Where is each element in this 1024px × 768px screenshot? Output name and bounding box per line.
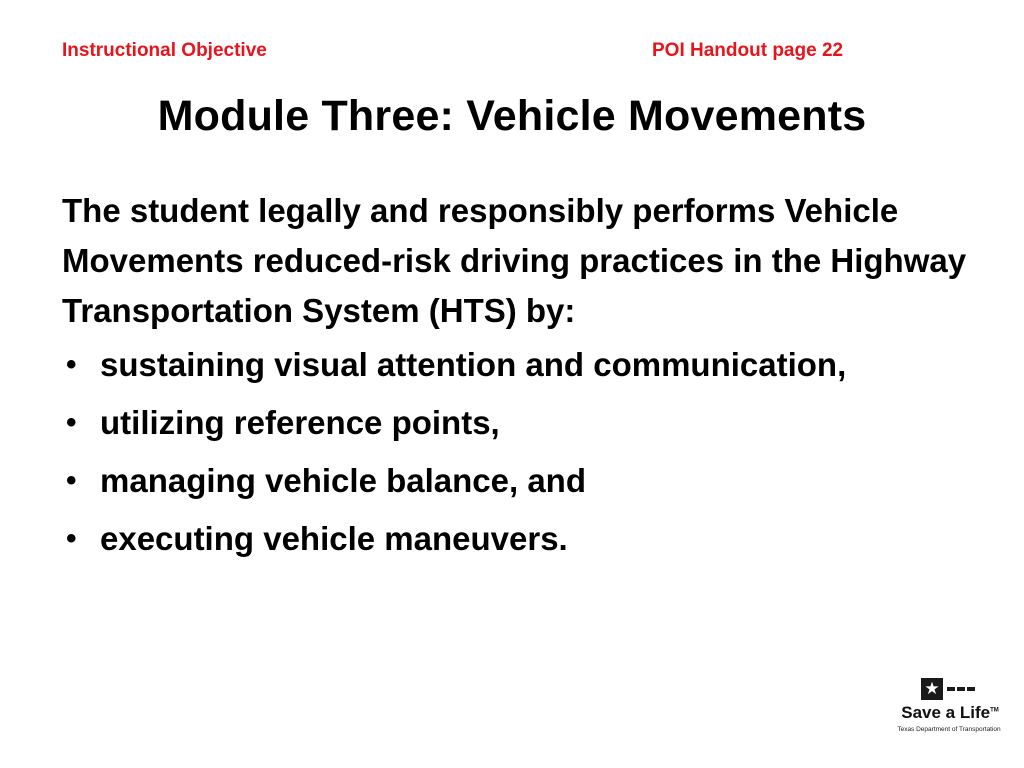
bullet-icon: • [66,406,77,439]
bullet-text: executing vehicle maneuvers. [100,520,568,557]
bullet-icon: • [66,522,77,555]
bullet-text: sustaining visual attention and communication, [100,346,847,383]
objective-intro: The student legally and responsibly performs Vehicle Movements reduced-risk driving practices in the Highway Transportation System (HTS) by: [62,192,967,329]
slide-body [62,186,972,572]
slide-title: Module Three: Vehicle Movements [157,92,867,140]
objective-bullet-list [62,340,972,564]
instructional-objective-label: Instructional Objective [62,40,267,61]
star-flag-icon: ★ [921,678,977,700]
logo-agency-name: Texas Department of Transportation [897,726,1001,733]
poi-handout-reference: POI Handout page 22 [652,40,844,61]
bullet-item [62,456,972,506]
save-a-life-logo [888,676,1010,740]
bullet-item [62,398,972,448]
bullet-icon: • [66,464,77,497]
bullet-text: utilizing reference points, [100,404,500,441]
trademark-symbol: TM [990,707,999,714]
logo-wordmark: Save a Life™ [901,703,999,722]
bullet-item [62,340,972,390]
bullet-text: managing vehicle balance, and [100,462,586,499]
bullet-icon: • [66,348,77,381]
bullet-item [62,514,972,564]
